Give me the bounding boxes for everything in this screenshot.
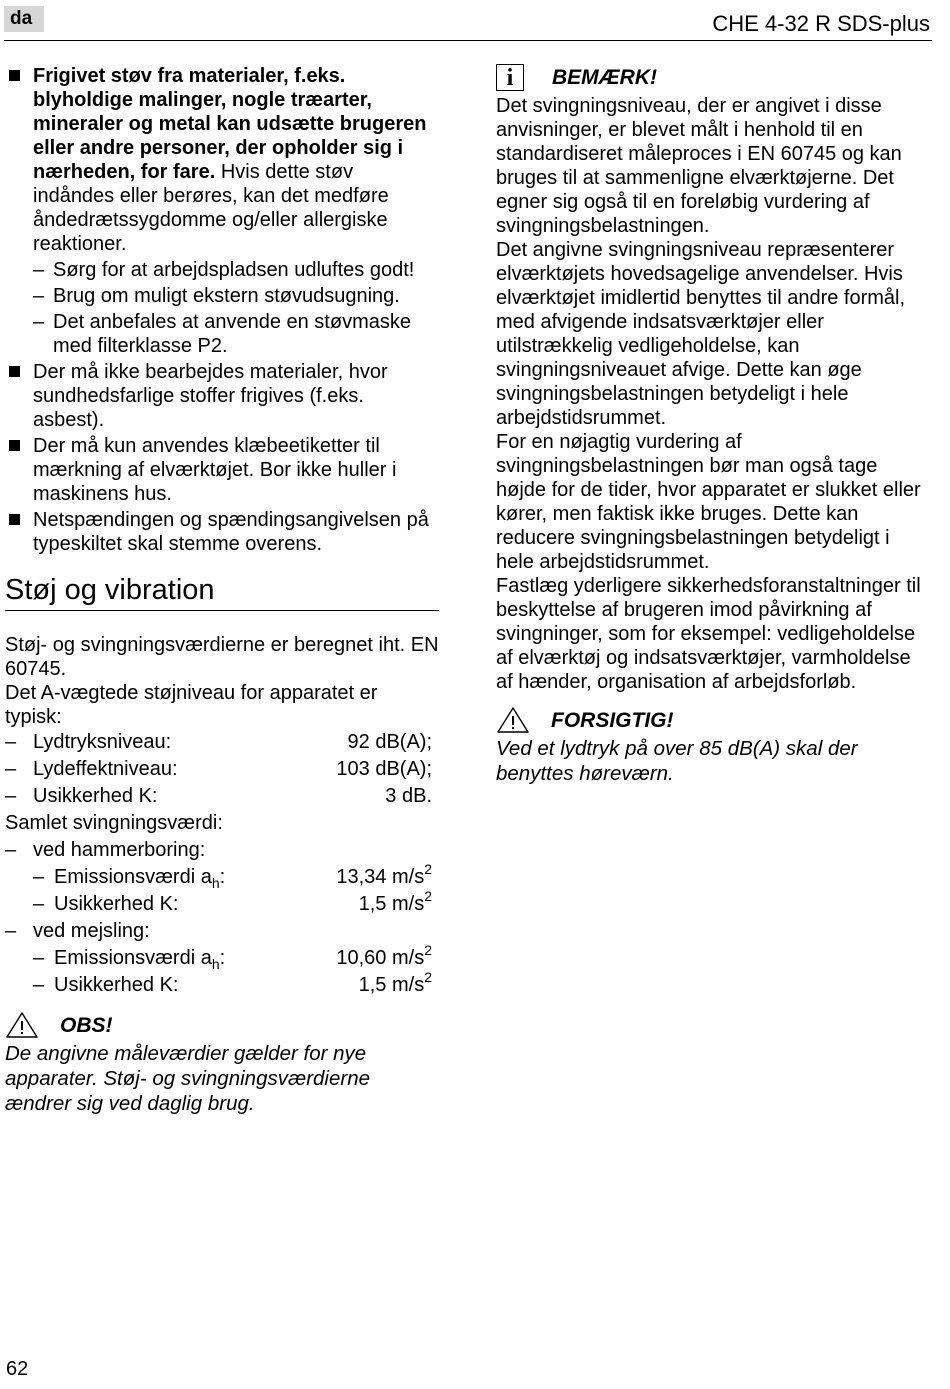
info-icon: i	[496, 64, 524, 91]
document-title: CHE 4-32 R SDS-plus	[712, 11, 930, 36]
obs-text: De angivne måleværdier gælder for nye apparater. Støj- og svingningsværdierne ændrer sig ved daglig brug.	[5, 1042, 371, 1115]
bullet-text: Hvis dette støv indåndes eller berøres, kan det medføre åndedrætssygdomme og/eller allergiske reaktioner.	[33, 161, 389, 255]
spec-row: – Usikkerhed K: 1,5 $m/s^2$	[33, 888, 432, 915]
paragraph: For en nøjagtig vurdering af svingningsbelastningen bør man også tage højde for de tider, hvor apparatet er slukket eller kører, men faktisk ikke bruges. Dette kan reducere svingningsbelastningen betydeligt i hele arbejdstidsrummet.	[496, 431, 921, 573]
left-column	[5, 64, 439, 1116]
spec-row: – ved mejsling:	[5, 920, 150, 942]
section-title: Støj og vibration	[5, 572, 439, 611]
paragraph: Det A-vægtede støjniveau for apparatet er typisk:	[5, 682, 378, 728]
paragraph: Fastlæg yderligere sikkerhedsforanstaltninger til beskyttelse af brugeren imod påvirkning af svingninger, som for eksempel: vedligeholdelse af elværktøj og indsatsværktøjer, varmholdelse af hænder, organisation af arbejdsforløb.	[496, 575, 921, 693]
paragraph: Det angivne svingningsniveau repræsenterer elværktøjets hovedsagelige anvendelser. Hvis elværktøjet imidlertid benyttes til andre formål, med afvigende indsatsværktøjer eller utilstrækkelig vedligeholdelse, kan svingningsniveauet afvige. Dette kan øge svingningsbelastningen betydeligt i hele arbejdstidsrummet.	[496, 239, 906, 429]
spec-row: – Emissionsværdi $a_h$: 13,34 $m/s^2$	[33, 861, 432, 891]
spec-row: – Usikkerhed K: 1,5 $m/s^2$	[33, 969, 432, 996]
list-item: Der må ikke bearbejdes materialer, hvor sundhedsfarlige stoffer frigives (f.eks. asbest).	[5, 360, 439, 432]
spec-heading: Samlet svingningsværdi:	[5, 812, 223, 834]
dash-item: – Sørg for at arbejdspladsen udluftes godt!	[33, 259, 415, 281]
caution-text: Ved et lydtryk på over 85 dB(A) skal der benyttes høreværn.	[496, 737, 858, 785]
spec-row: – Emissionsværdi $a_h$: 10,60 $m/s^2$	[33, 942, 432, 972]
list-item: Der må kun anvendes klæbeetiketter til mærkning af elværktøjet. Bor ikke huller i maskinens hus.	[5, 434, 439, 506]
list-item: Netspændingen og spændingsangivelsen på typeskiltet skal stemme overens.	[5, 508, 439, 556]
paragraph: Støj- og svingningsværdierne er beregnet iht. EN 60745.	[5, 634, 439, 680]
spec-row: – Lydeffektniveau: 103 dB(A);	[5, 758, 432, 780]
spec-row: – Lydtryksniveau: 92 dB(A);	[5, 731, 432, 753]
warning-icon	[5, 1011, 39, 1039]
note-header	[496, 64, 932, 94]
right-column	[496, 64, 932, 786]
spec-row: – ved hammerboring:	[5, 839, 206, 861]
page-number: 62	[6, 1358, 29, 1380]
caution-title: FORSIGTIG!	[551, 709, 674, 732]
obs-title: OBS!	[60, 1014, 113, 1037]
warning-icon	[496, 706, 530, 734]
dash-item: – Brug om muligt ekstern støvudsugning.	[33, 285, 400, 307]
language-tag: da	[4, 6, 44, 32]
list-item	[5, 64, 439, 256]
note-title: BEMÆRK!	[552, 66, 657, 89]
dash-item: – Det anbefales at anvende en støvmaske med filterklasse P2.	[33, 311, 411, 357]
paragraph: Det svingningsniveau, der er angivet i disse anvisninger, er blevet målt i henhold til en standardiseret måleproces i EN 60745 og kan bruges til at sammenligne elværktøjerne. Det egner sig også til en foreløbig vurdering af svingningsbelastningen.	[496, 95, 902, 237]
bullet-bold-text: Frigivet støv fra materialer, f.eks. blyholdige malinger, nogle træarter, mineraler og metal kan udsætte brugeren eller andre personer, der opholder sig i nærheden, for fare.	[33, 65, 427, 183]
obs-header	[5, 1011, 439, 1041]
caution-header	[496, 706, 932, 736]
spec-row: – Usikkerhed K: 3 dB.	[5, 785, 432, 807]
header-rule	[4, 40, 932, 41]
